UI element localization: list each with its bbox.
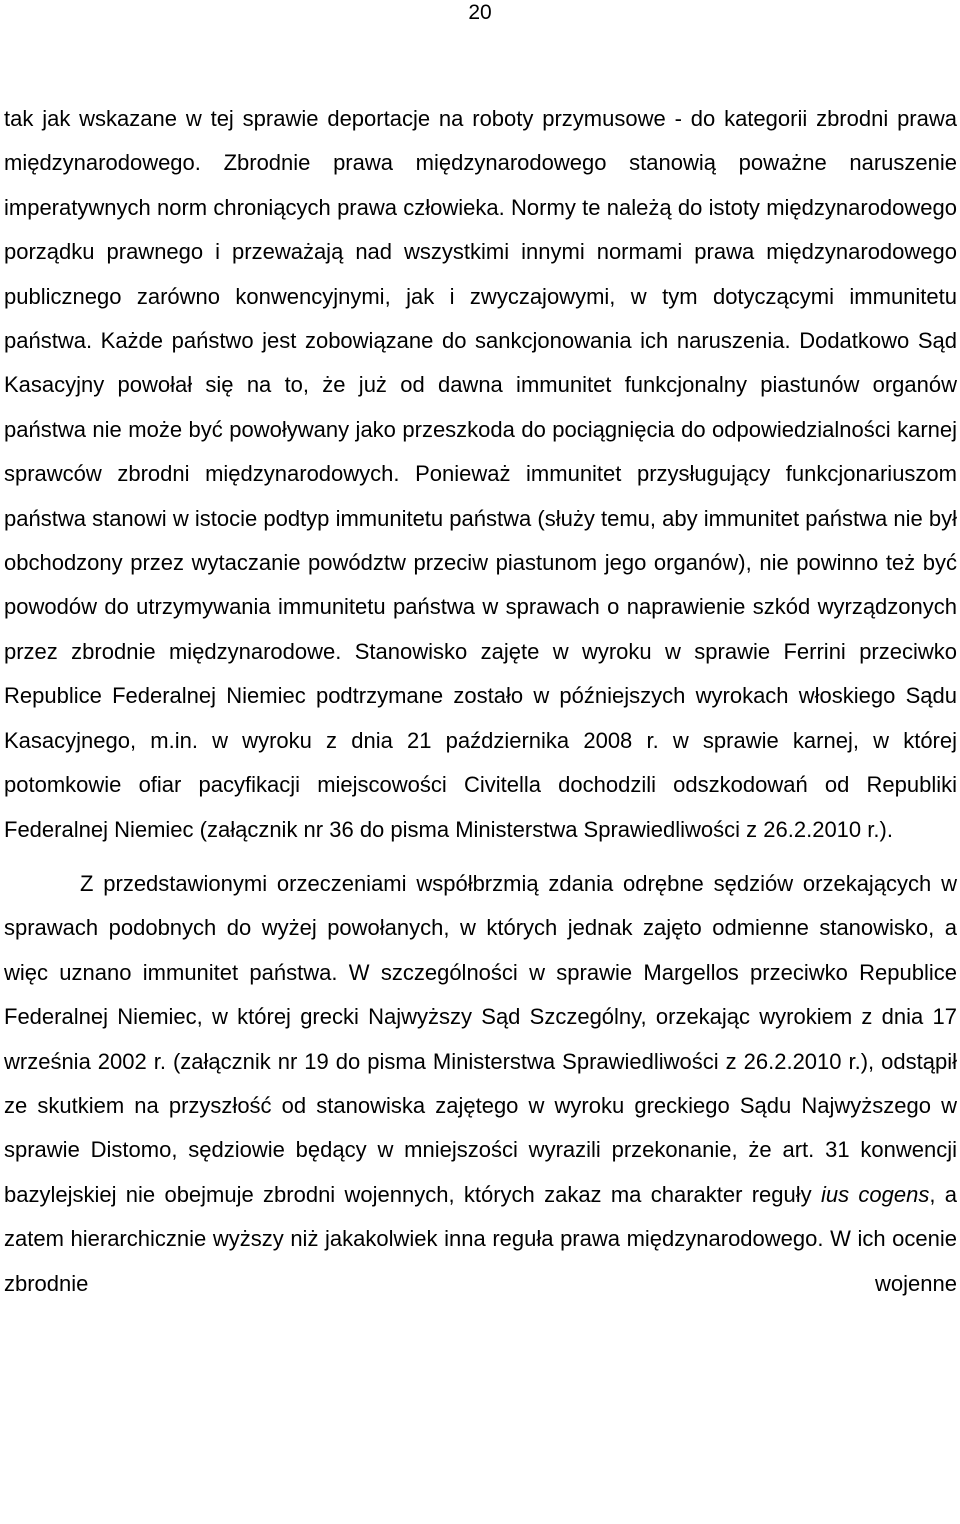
paragraph-1: tak jak wskazane w tej sprawie deportacje na roboty przymusowe - do kategorii zbrodni prawa międzynarodowego. Zbrodnie prawa międzynarodowego stanowią poważne naruszenie imperatywnych norm chroniących prawa człowieka. Normy te należą do istoty międzynarodowego porządku prawnego i przeważają nad wszystkimi innymi normami prawa międzynarodowego publicznego zarówno konwencyjnymi, jak i zwyczajowymi, w tym dotyczącymi immunitetu państwa. Każde państwo jest zobowiązane do sankcjonowania ich naruszenia. Dodatkowo Sąd Kasacyjny powołał się na to, że już od dawna immunitet funkcjonalny piastunów organów państwa nie może być powoływany jako przeszkoda do pociągnięcia do odpowiedzialności karnej sprawców zbrodni międzynarodowych. Ponieważ immunitet przysługujący funkcjonariuszom państwa stanowi w istocie podtyp immunitetu państwa (służy temu, aby immunitet państwa nie był obchodzony przez wytaczanie powództw przeciw piastunom jego organów), nie powinno też być powodów do utrzymywania immunitetu państwa w sprawach o naprawienie szkód wyrządzonych przez zbrodnie międzynarodowe. Stanowisko zajęte w wyroku w sprawie Ferrini przeciwko Republice Federalnej Niemiec podtrzymane zostało w późniejszych wyrokach włoskiego Sądu Kasacyjnego, m.in. w wyroku z dnia 21 października 2008 r. w sprawie karnej, w której potomkowie ofiar pacyfikacji miejscowości Civitella dochodzili odszkodowań od Republiki Federalnej Niemiec (załącznik nr 36 do pisma Ministerstwa Sprawiedliwości z 26.2.2010 r.).	[4, 106, 957, 842]
paragraph-2-italic-term: ius cogens	[820, 1181, 930, 1207]
paragraph-2	[4, 862, 957, 1306]
paragraph-2-text-before: Z przedstawionymi orzeczeniami współbrzmią zdania odrębne sędziów orzekających w sprawach podobnych do wyżej powołanych, w których jednak zajęto odmienne stanowisko, a więc uznano immunitet państwa. W szczególności w sprawie Margellos przeciwko Republice Federalnej Niemiec, w której grecki Najwyższy Sąd Szczególny, orzekając wyrokiem z dnia 17 września 2002 r. (załącznik nr 19 do pisma Ministerstwa Sprawiedliwości z 26.2.2010 r.), odstąpił ze skutkiem na przyszłość od stanowiska zajętego w wyroku greckiego Sądu Najwyższego w sprawie Distomo, sędziowie będący w mniejszości wyrazili przekonanie, że art. 31 konwencji bazylejskiej nie obejmuje zbrodni wojennych, których zakaz ma charakter reguły	[4, 870, 957, 1207]
paragraph-2-text-after: , a zatem hierarchicznie wyższy niż jakakolwiek inna reguła prawa międzynarodowego. W ich ocenie zbrodnie wojenne	[4, 1181, 957, 1296]
page-number: 20	[468, 1, 492, 24]
document-body	[4, 97, 957, 1306]
